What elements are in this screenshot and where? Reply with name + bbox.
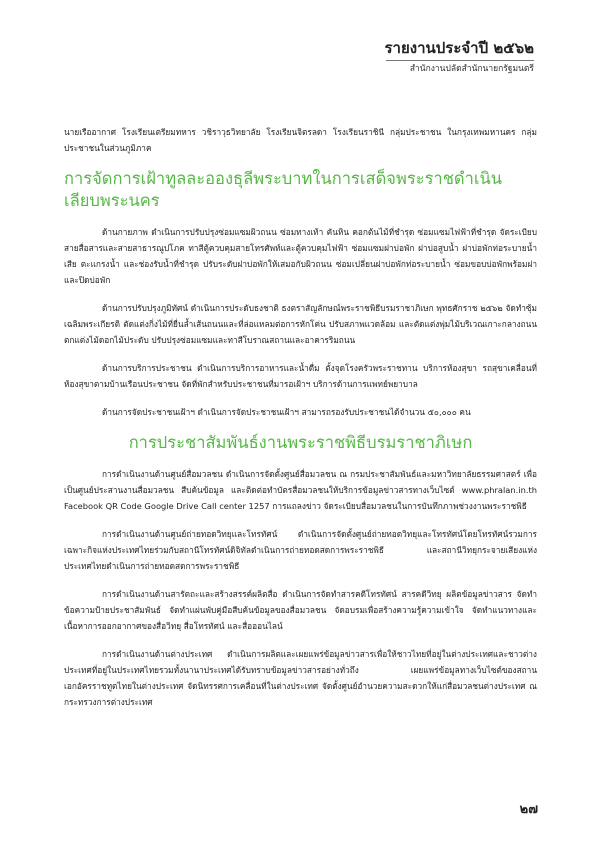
paragraph-foreign-affairs: การดำเนินงานด้านต่างประเทศ ดำเนินการผลิตและเผยแพร่ข้อมูลข่าวสารเพื่อให้ชาวไทยที่อยู่ในต่างประเทศและชาวต่างประเทศที่อยู่ในประเทศไทยรวมทั้งนานาประเทศได้รับทราบข้อมูลข่าวสารอย่างทั่วถึง เผยแพร่ข้อมูลทางเว็บไซต์ของสถานเอกอัครราชทูตไทยในต่างประเทศ จัดนิทรรศการเคลื่อนที่ในต่างประเทศ จัดตั้งศูนย์อำนวยความสะดวกให้แก่สื่อมวลชนต่างประเทศ ณ กระทรวงการต่างประเทศ (64, 649, 537, 707)
report-title: รายงานประจำปี ๒๕๖๒ (384, 39, 534, 57)
page-number: ๒๗ (519, 802, 538, 817)
section-heading-royal-procession: การจัดการเฝ้าทูลละอองธุลีพระบาทในการเสด็จพระราชดำเนินเลียบพระนคร (64, 169, 503, 210)
paragraph-public-service: ด้านการบริการประชาชน ดำเนินการบริการอาหารและน้ำดื่ม ตั้งจุดโรงครัวพระราชทาน บริการห้องสุขา รถสุขาเคลื่อนที่ ห้องสุขาตามบ้านเรือนประชาชน จัดที่พักสำหรับประชาชนที่มารอเฝ้าฯ บริการด้านการแพทย์พยาบาล (64, 363, 537, 389)
paragraph-media-production: การดำเนินงานด้านสารัตถะและสร้างสรรค์ผลิตสื่อ ดำเนินการจัดทำสารคดีโทรทัศน์ สารคดีวิทยุ ผลิตข้อมูลข่าวสาร จัดทำข้อความป้ายประชาสัมพันธ์ จัดทำแผ่นพับคู่มือสืบค้นข้อมูลของสื่อมวลชน จัดอบรมเพื่อสร้างความรู้ความเข้าใจ จัดทำแนวทางและเนื้อหาการออกอากาศของสื่อวิทยุ สื่อโทรทัศน์ และสื่อออนไลน์ (64, 589, 537, 631)
document-body (64, 124, 537, 722)
report-header (384, 39, 534, 57)
paragraph-physical: ด้านกายภาพ ดำเนินการปรับปรุงซ่อมแซมผิวถนน ซ่อมทางเท้า คันหิน คอกต้นไม้ที่ชำรุด ซ่อมแซมไฟฟ้าที่ชำรุด จัดระเบียบสายสื่อสารและสายสาธารณูปโภค ทาสีตู้ควบคุมสายโทรศัพท์และตู้ควบคุมไฟฟ้า ซ่อมแซมฝาบ่อพัก ฝาบ่อสูบน้ำ ฝาบ่อพักท่อระบายน้ำเสีย ตะแกรงน้ำ และช่องรับน้ำที่ชำรุด ปรับระดับฝาบ่อพักให้เสมอกับผิวถนน ซ่อมเปลี่ยนฝาบ่อพักท่อระบายน้ำ ซ่อมขอบบ่อพักพร้อมฝา และปิดบ่อพัก (64, 227, 537, 285)
report-subtitle: สำนักงานปลัดสำนักนายกรัฐมนตรี (409, 64, 534, 74)
section-heading-public-relations: การประชาสัมพันธ์งานพระราชพิธีบรมราชาภิเษก (128, 433, 473, 452)
paragraph-landscape: ด้านการปรับปรุงภูมิทัศน์ ดำเนินการประดับธงชาติ ธงตราสัญลักษณ์พระราชพิธีบรมราชาภิเษก พุทธศักราช ๒๕๖๒ จัดทำซุ้มเฉลิมพระเกียรติ ตัดแต่งกิ่งไม้ที่ยื่นล้ำเส้นถนนและที่ล่อแหลมต่อการหักโค่น ปรับสภาพแวดล้อม และตัดแต่งพุ่มไม้บริเวณเกาะกลางถนน ตกแต่งไม้ดอกไม้ประดับ ปรับปรุงซ่อมแซมและทาสีโบราณสถานและอาคารริมถนน (64, 303, 537, 345)
intro-paragraph: นายเรืออากาศ โรงเรียนเตรียมทหาร วชิราวุธวิทยาลัย โรงเรียนจิตรลดา โรงเรียนราชินี กลุ่มประชาชน ในกรุงเทพมหานคร กลุ่มประชาชนในส่วนภูมิภาค (64, 127, 537, 153)
paragraph-crowd-arrangement: ด้านการจัดประชาชนเฝ้าฯ ดำเนินการจัดประชาชนเฝ้าฯ สามารถรองรับประชาชนได้จำนวน ๕๐,๐๐๐ คน (102, 407, 471, 417)
paragraph-press-center: การดำเนินงานด้านศูนย์สื่อมวลชน ดำเนินการจัดตั้งศูนย์สื่อมวลชน ณ กรมประชาสัมพันธ์และมหาวิทยาลัยธรรมศาสตร์ เพื่อเป็นศูนย์ประสานงานสื่อมวลชน สืบค้นข้อมูล และติดต่อทำบัตรสื่อมวลชนให้บริการข้อมูลข่าวสารทางเว็บไซต์ www.phralan.in.th Facebook QR Code Google Drive Call center 1257 การแถลงข่าว จัดระเบียบสื่อมวลชนในการบันทึกภาพช่วงงานพระราชพิธี (64, 469, 537, 511)
header-divider (386, 60, 534, 61)
paragraph-broadcast-center: การดำเนินงานด้านศูนย์ถ่ายทอดวิทยุและโทรทัศน์ ดำเนินการจัดตั้งศูนย์ถ่ายทอดวิทยุและโทรทัศน์โดยโทรทัศน์รวมการเฉพาะกิจแห่งประเทศไทยร่วมกับสถานีโทรทัศน์ดิจิทัลดำเนินการถ่ายทอดสดการพระราชพิธี และสถานีวิทยุกระจายเสียงแห่งประเทศไทยดำเนินการถ่ายทอดสดการพระราชพิธี (64, 529, 537, 571)
